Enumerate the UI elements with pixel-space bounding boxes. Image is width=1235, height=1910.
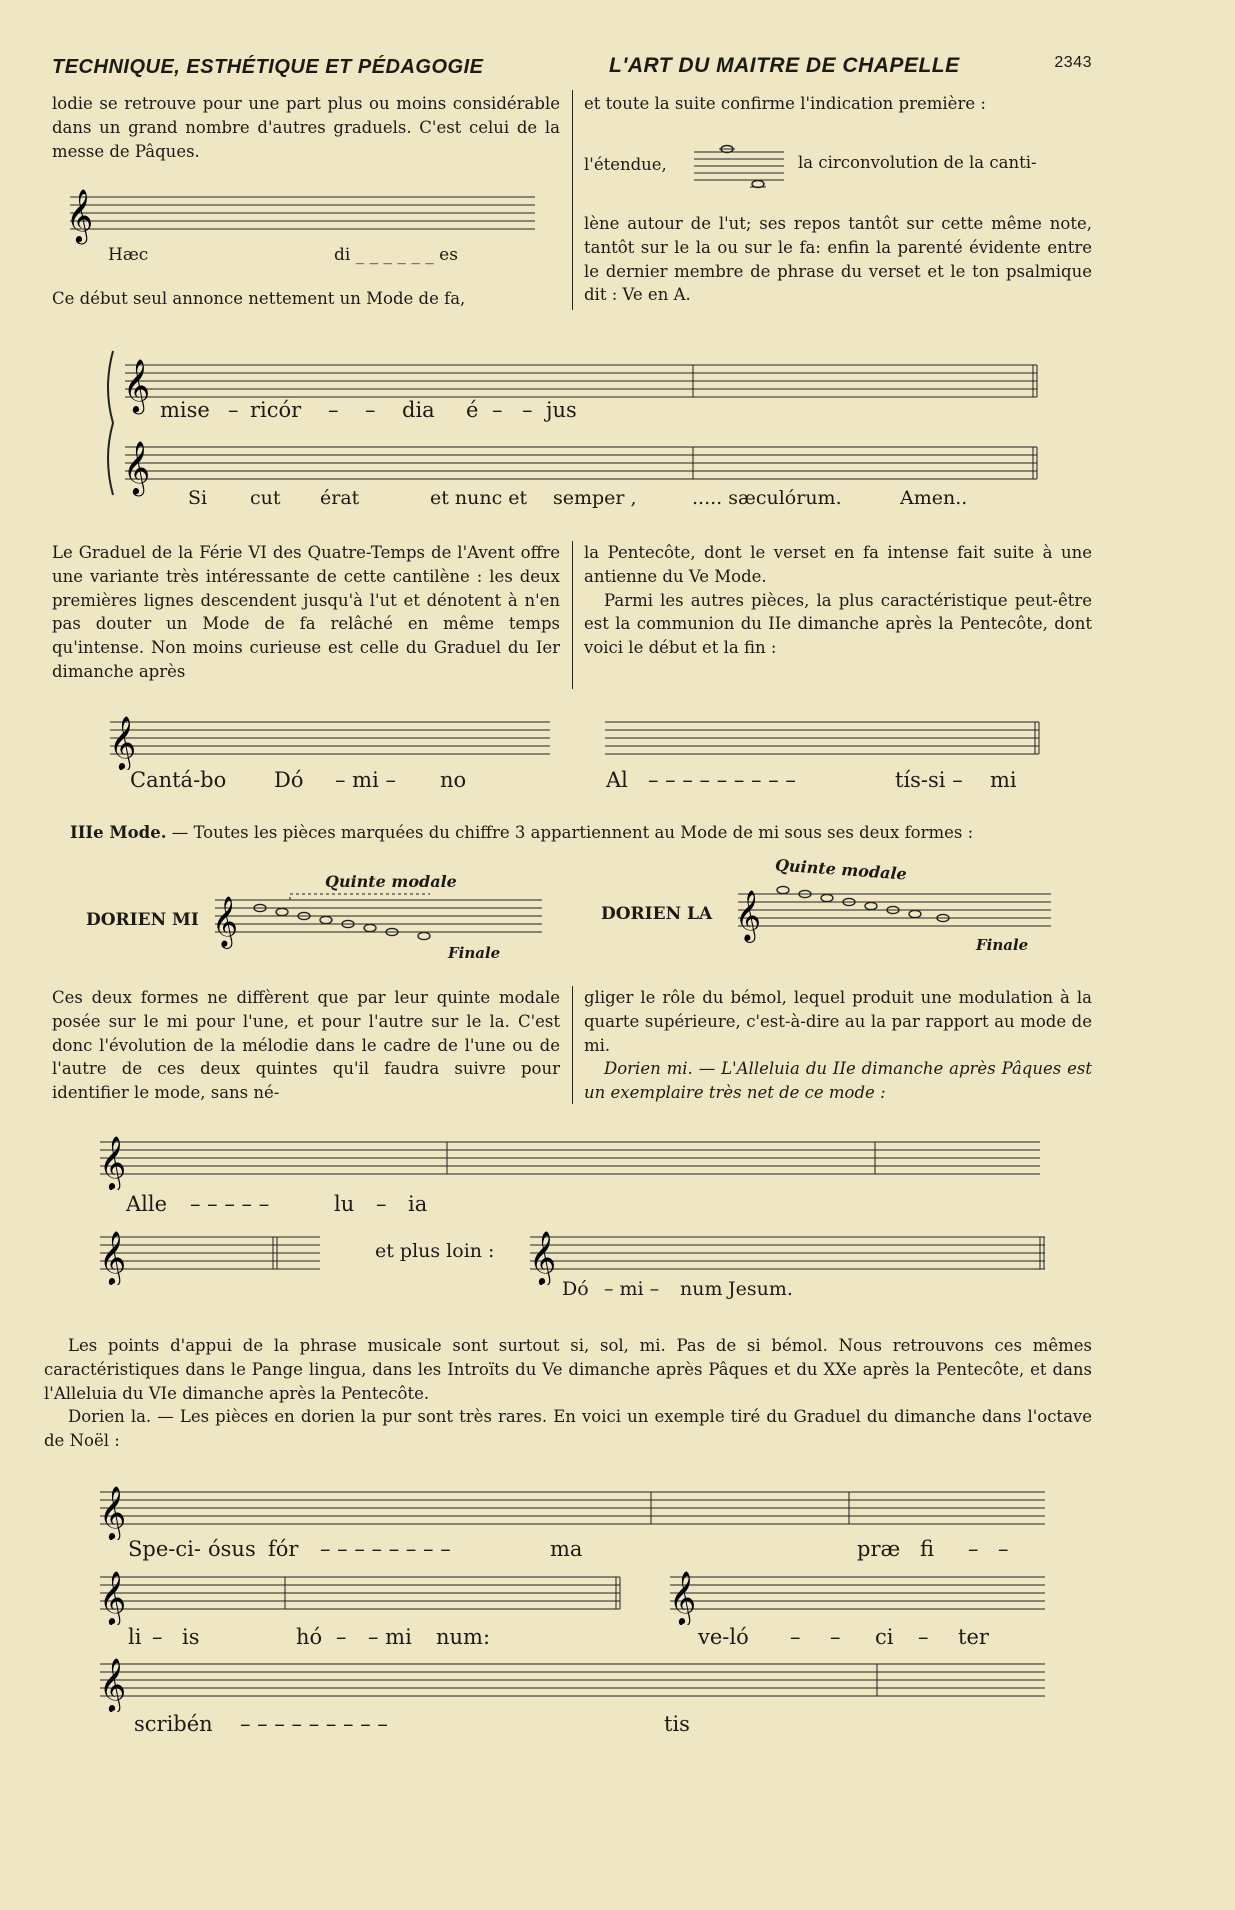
ex2-top-lyric-1: – [228, 398, 239, 422]
right-text-2b: Parmi les autres pièces, la plus caractéristique peut-être est la communion du IIe dimanche après la Pentecôte, dont voici le début et la fin : [584, 590, 1092, 658]
mode3-lead: IIIe Mode. [70, 823, 167, 842]
left-text-1: lodie se retrouve pour une part plus ou moins considérable dans un grand nombre d'autres graduels. C'est celui de la messe de Pâques. [52, 94, 560, 161]
column-divider-2 [572, 541, 573, 689]
mode3-line [70, 823, 973, 842]
ex6-lyric-2: num [680, 1278, 723, 1300]
ex6-lyric-3: Jesum. [728, 1278, 793, 1300]
staff-dominum [525, 1225, 1050, 1285]
ex7-lyric-3: – – – – – – – – [320, 1537, 451, 1561]
column-divider-3 [572, 986, 573, 1104]
svg-text:𝄞: 𝄞 [66, 188, 94, 242]
ex5-lyric-1: – – – – – [190, 1192, 270, 1216]
music-example-speciosus [95, 1480, 1050, 1540]
dorien-la-quinte: Quinte modale [774, 855, 908, 884]
svg-text:𝄞: 𝄞 [669, 1570, 697, 1624]
right-paragraph-3 [584, 986, 1092, 1105]
dorien-la-finale: Finale [976, 936, 1029, 954]
left-paragraph-2 [52, 541, 560, 684]
staff-filiis [95, 1565, 625, 1625]
full-paragraph-1 [44, 1334, 1092, 1453]
ex2-bot-lyric-0: Si [188, 487, 208, 509]
ex3-lyric-a: Cantá-bo [130, 768, 227, 792]
ex2-top-lyric-4: – [365, 398, 376, 422]
ex2-bot-lyric-2: érat [320, 487, 360, 509]
dorien-la-scale [733, 884, 1053, 944]
music-example-alleluia-end [95, 1225, 325, 1285]
etendue-after: la circonvolution de la canti- [798, 153, 1037, 172]
ex2-top-lyric-3: – [328, 398, 339, 422]
ex8-lyric-8: – [790, 1625, 801, 1649]
mode3-text: — Toutes les pièces marquées du chiffre 3 appartiennent au Mode de mi sous ses deux formes : [166, 823, 974, 842]
music-example-scribentis [95, 1652, 1050, 1712]
ex4-lyric-a: Al [606, 768, 628, 792]
ex5-lyric-4: ia [408, 1192, 428, 1216]
ex2-bot-lyric-3: et nunc et [430, 487, 528, 509]
music-example-filiis [95, 1565, 625, 1625]
ex4-lyric-d: mi [990, 768, 1017, 792]
header-right: L'ART DU MAITRE DE CHAPELLE [609, 54, 960, 77]
right-text-3b: Dorien mi. — L'Alleluia du IIe dimanche après Pâques est un exemplaire très net de ce mode : [584, 1059, 1092, 1103]
svg-text:𝄞: 𝄞 [99, 1230, 127, 1284]
ex1-lyric-a: Hæc [108, 245, 149, 265]
svg-text:𝄞: 𝄞 [99, 1570, 127, 1624]
staff-haec-dies [60, 185, 540, 245]
svg-text:𝄞: 𝄞 [99, 1657, 127, 1711]
ex3-lyric-c: – mi – [335, 768, 396, 792]
ex7-lyric-2: fór [268, 1537, 299, 1561]
full-text-1a: Les points d'appui de la phrase musicale sont surtout si, sol, mi. Pas de si bémol. Nous retrouvons ces mêmes caractéristiques dans le Pange lingua, dans les Introïts du Ve dimanche après Pâques et du XXe après la Pentecôte, et dans l'Alleluia du VIe dimanche après la Pentecôte. [44, 1336, 1092, 1403]
ex8-lyric-3: hó [296, 1625, 323, 1649]
left-paragraph-3 [52, 986, 560, 1105]
staff-cantabo [105, 710, 555, 770]
dorien-mi-label: DORIEN MI [86, 910, 199, 930]
ex4-lyric-b: – – – – – – – – – [648, 768, 796, 792]
etendue-label: l'étendue, [584, 155, 667, 174]
page-number: 2343 [1054, 54, 1092, 71]
music-example-cantabo [105, 710, 555, 770]
etendue-notes [692, 142, 787, 192]
ex9-lyric-0: scribén [134, 1712, 213, 1736]
ex7-lyric-8: – [998, 1537, 1009, 1561]
ex2-top-lyric-2: ricór [250, 398, 302, 422]
full-text-1b: Dorien la. — Les pièces en dorien la pur sont très rares. En voici un exemple tiré du Graduel du dimanche dans l'octave de Noël : [44, 1407, 1092, 1451]
ex6-lyric-0: Dó [562, 1278, 589, 1300]
ex8-lyric-7: ve-ló [698, 1625, 749, 1649]
dorien-la-staff [733, 884, 1053, 944]
staff-alleluia-end [95, 1225, 325, 1285]
ex8-lyric-4: – [336, 1625, 347, 1649]
staff-alleluia [95, 1130, 1045, 1190]
right-text-1b: lène autour de l'ut; ses repos tantôt sur cette même note, tantôt sur le la ou sur le fa: enfin la parenté évidente entre le dernier membre de phrase du verset et le ton psalmique dit : Ve en A. [584, 214, 1092, 305]
dorien-mi-staff [210, 890, 545, 950]
staff-velociter [665, 1565, 1050, 1625]
left-paragraph-1b [52, 287, 560, 311]
left-text-2: Le Graduel de la Férie VI des Quatre-Temps de l'Avent offre une variante très intéressante de cette cantilène : les deux premières lignes descendent jusqu'à l'ut et dénotent à n'en pas douter un Mode de fa relâché en même temps qu'intense. Non moins curieuse est celle du Graduel du Ier dimanche après [52, 543, 560, 681]
music-example-dominum [525, 1225, 1050, 1285]
svg-text:𝄞: 𝄞 [123, 358, 151, 412]
running-header [52, 52, 1092, 82]
ex8-lyric-11: – [918, 1625, 929, 1649]
music-example-alleluia [95, 1130, 1045, 1190]
ex5-lyric-0: Alle [126, 1192, 168, 1216]
svg-text:𝄞: 𝄞 [109, 715, 137, 769]
right-paragraph-1b [584, 212, 1092, 307]
ex8-lyric-0: li [128, 1625, 142, 1649]
column-divider-1 [572, 90, 573, 310]
ex5-lyric-3: – [376, 1192, 387, 1216]
dorien-mi-quinte: Quinte modale [325, 872, 457, 891]
ex1-lyric-b: di _ _ _ _ _ _ es [334, 245, 458, 265]
ex2-top-lyric-8: – [522, 398, 533, 422]
ex3-lyric-b: Dó [274, 768, 304, 792]
svg-text:𝄞: 𝄞 [123, 440, 151, 494]
svg-text:𝄞: 𝄞 [99, 1135, 127, 1189]
ex6-label: et plus loin : [375, 1240, 495, 1262]
ex2-bot-lyric-4: semper , [553, 487, 637, 509]
ex7-lyric-7: – [968, 1537, 979, 1561]
ex2-top-lyric-0: mise [160, 398, 210, 422]
svg-text:𝄞: 𝄞 [99, 1485, 127, 1539]
ex2-top-lyric-5: dia [402, 398, 435, 422]
ex9-lyric-1: – – – – – – – – – [240, 1712, 388, 1736]
ex7-lyric-0: Spe-ci- [128, 1537, 201, 1561]
ex7-lyric-1: ósus [208, 1537, 256, 1561]
right-text-2a: la Pentecôte, dont le verset en fa intense fait suite à une antienne du Ve Mode. [584, 543, 1092, 586]
ex4-lyric-c: tís-si – [895, 768, 963, 792]
ex8-lyric-9: – [830, 1625, 841, 1649]
svg-text:𝄞: 𝄞 [529, 1230, 557, 1284]
staff-scribentis [95, 1652, 1050, 1712]
music-example-altissimi [603, 710, 1043, 770]
etendue-staff [692, 142, 787, 192]
ex7-lyric-6: fi [920, 1537, 935, 1561]
music-example-haec-dies [60, 185, 540, 245]
ex2-bot-lyric-6: Amen.. [900, 487, 968, 509]
svg-text:𝄞: 𝄞 [212, 896, 239, 947]
left-text-3: Ces deux formes ne diffèrent que par leur quinte modale posée sur le mi pour l'une, et pour l'autre sur le la. C'est donc l'évolution de la mélodie dans le cadre de l'une ou de l'autre de ces deux quintes qu'il faudra suivre pour identifier le mode, sans né- [52, 988, 560, 1103]
ex8-lyric-6: num: [436, 1625, 491, 1649]
ex9-lyric-2: tis [664, 1712, 690, 1736]
staff-speciosus [95, 1480, 1050, 1540]
ex3-lyric-d: no [440, 768, 467, 792]
ex2-top-lyric-7: – [492, 398, 503, 422]
ex6-lyric-1: – mi – [604, 1278, 660, 1300]
svg-text:𝄞: 𝄞 [735, 890, 762, 941]
ex5-lyric-2: lu [334, 1192, 355, 1216]
ex2-bot-lyric-1: cut [250, 487, 281, 509]
ex8-lyric-2: is [182, 1625, 200, 1649]
ex2-bot-lyric-5: ..... sæculórum. [692, 487, 842, 509]
ex8-lyric-10: ci [875, 1625, 894, 1649]
ex2-top-lyric-9: jus [546, 398, 577, 422]
right-text-3a: gliger le rôle du bémol, lequel produit une modulation à la quarte supérieure, c'est-à-dire au la par rapport au mode de mi. [584, 988, 1092, 1055]
left-paragraph-1 [52, 92, 560, 163]
dorien-mi-scale [210, 890, 545, 950]
right-paragraph-1 [584, 92, 1092, 116]
header-left: TECHNIQUE, ESTHÉTIQUE ET PÉDAGOGIE [52, 56, 484, 78]
staff-altissimi [603, 710, 1043, 770]
left-text-1b: Ce début seul annonce nettement un Mode de fa, [52, 289, 466, 308]
ex8-lyric-12: ter [958, 1625, 989, 1649]
ex8-lyric-1: – [152, 1625, 163, 1649]
dorien-mi-finale: Finale [448, 944, 501, 962]
music-example-velociter [665, 1565, 1050, 1625]
right-text-1a: et toute la suite confirme l'indication première : [584, 94, 986, 113]
dorien-la-label: DORIEN LA [601, 904, 713, 924]
ex7-lyric-5: præ [857, 1537, 901, 1561]
ex7-lyric-4: ma [550, 1537, 583, 1561]
ex2-top-lyric-6: é [466, 398, 479, 422]
right-paragraph-2 [584, 541, 1092, 660]
ex8-lyric-5: – mi [368, 1625, 412, 1649]
